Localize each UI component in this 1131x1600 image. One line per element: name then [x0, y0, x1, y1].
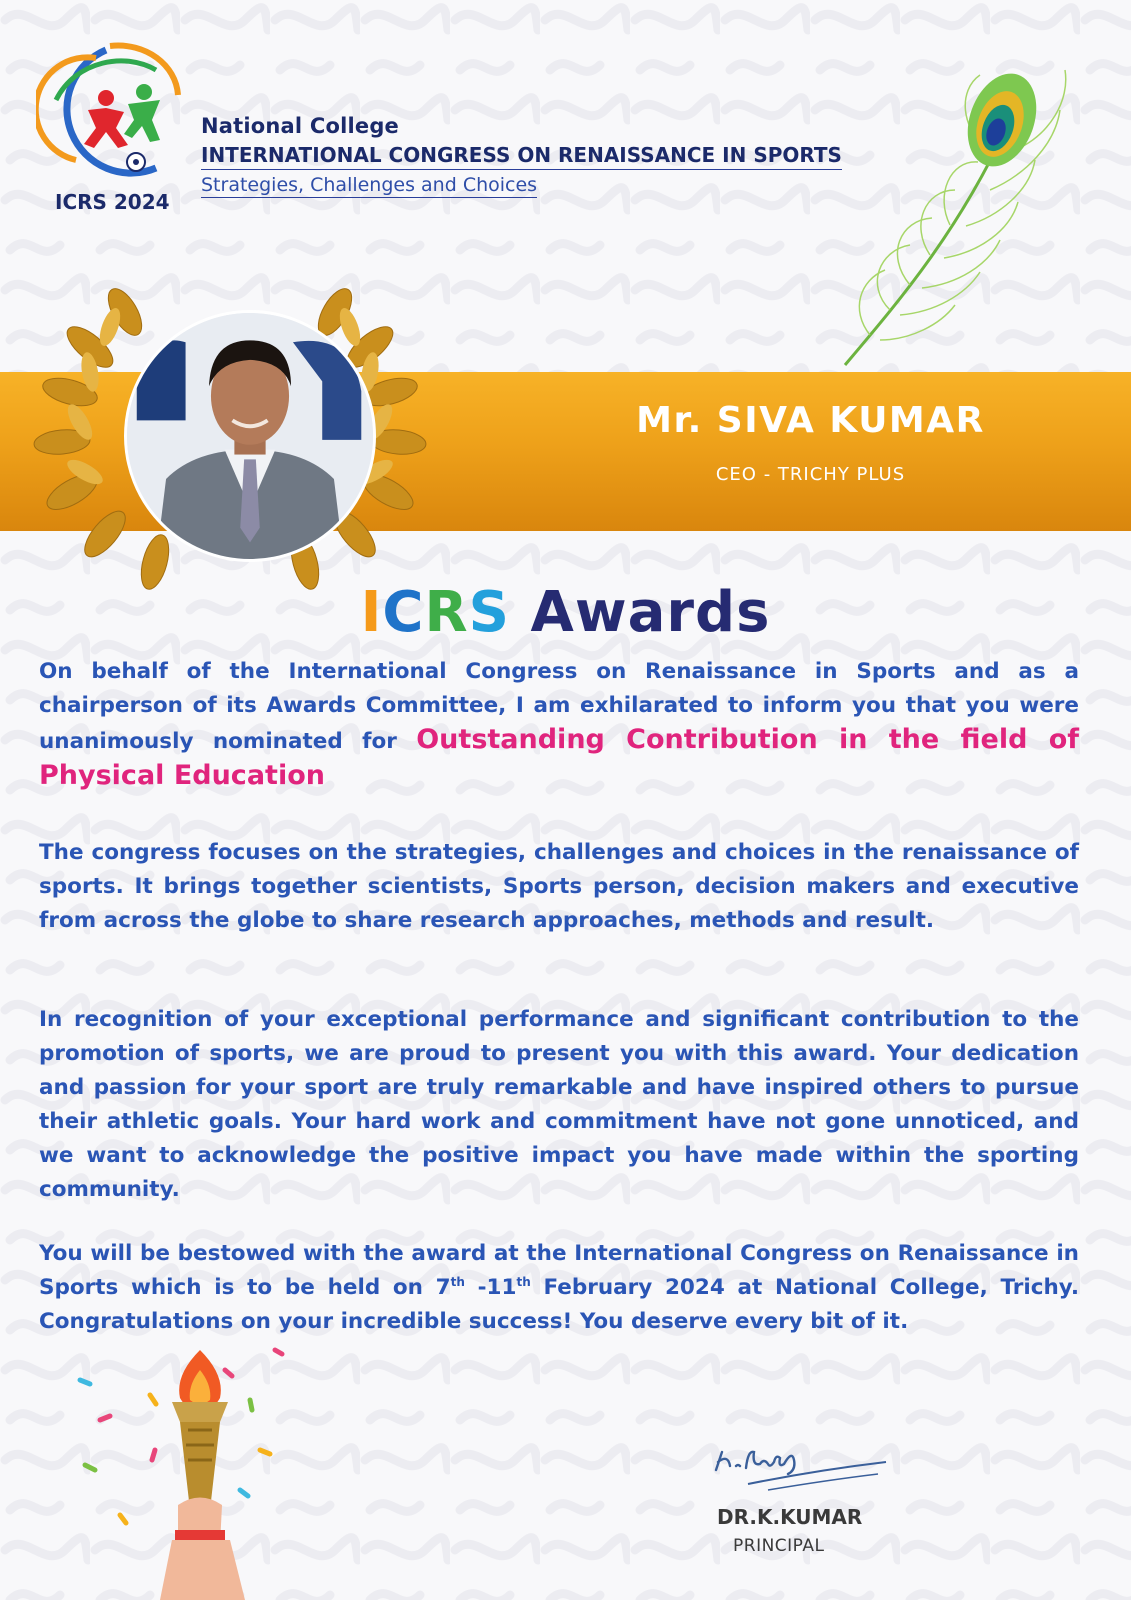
awardee-role: CEO - TRICHY PLUS	[715, 464, 906, 485]
ceremony-text-c: February 2024 at National College, Trichy. Congratulations on your incredible success! You deserve every bit of it.	[39, 1275, 1080, 1334]
nomination-text: On behalf of the International Congress on Renaissance in Sports and as a chairperson of its Awards Committee, I am exhilarated to inform you that you were unanimously nominated for	[39, 659, 1079, 754]
congress-tagline: Strategies, Challenges and Choices	[201, 174, 538, 196]
awardee-photo	[124, 310, 376, 562]
torch-icon	[60, 1340, 330, 1600]
peacock-feather-icon	[840, 40, 1080, 370]
logo-year-text: ICRS 2024	[55, 190, 170, 214]
award-category-highlight: Outstanding Contribution in the field of Physical Education	[39, 724, 1079, 791]
ceremony-text-b: -11	[464, 1275, 517, 1300]
icrs-logo-icon	[36, 40, 196, 190]
paragraph-nomination	[39, 655, 1079, 795]
signatory-role: PRINCIPAL	[733, 1536, 825, 1556]
congress-name: INTERNATIONAL CONGRESS ON RENAISSANCE IN SPORTS	[201, 143, 842, 170]
awardee-name: Mr. SIVA KUMAR	[636, 400, 985, 441]
title-awards-word: Awards	[510, 580, 771, 645]
signatory-name: DR.K.KUMAR	[717, 1505, 863, 1529]
paragraph-ceremony	[39, 1237, 1079, 1339]
paragraph-congress: The congress focuses on the strategies, challenges and choices in the renaissance of sports. It brings together scientists, Sports person, decision makers and executive from across the globe to share research approaches, methods and result.	[39, 840, 1079, 933]
ceremony-text-a: You will be bestowed with the award at the International Congress on Renaissance in Sports which is to be held on 7	[39, 1241, 1079, 1300]
title-letter-s: S	[468, 580, 510, 645]
title-letter-c: C	[382, 580, 425, 645]
college-name: National College	[201, 114, 399, 138]
paragraph-recognition: In recognition of your exceptional performance and significant contribution to the promotion of sports, we are proud to present you with this award. Your dedication and passion for your sport are truly remarkable and have inspired others to pursue their athletic goals. Your hard work and commitment have not gone unnoticed, and we want to acknowledge the positive impact you have made within the sporting community.	[39, 1007, 1079, 1202]
ceremony-sup-1: th	[450, 1274, 465, 1289]
ceremony-sup-2: th	[516, 1274, 531, 1289]
awards-title	[0, 580, 1131, 645]
title-letter-i: I	[360, 580, 383, 645]
signature-mark	[708, 1440, 898, 1500]
title-letter-r: R	[424, 580, 469, 645]
